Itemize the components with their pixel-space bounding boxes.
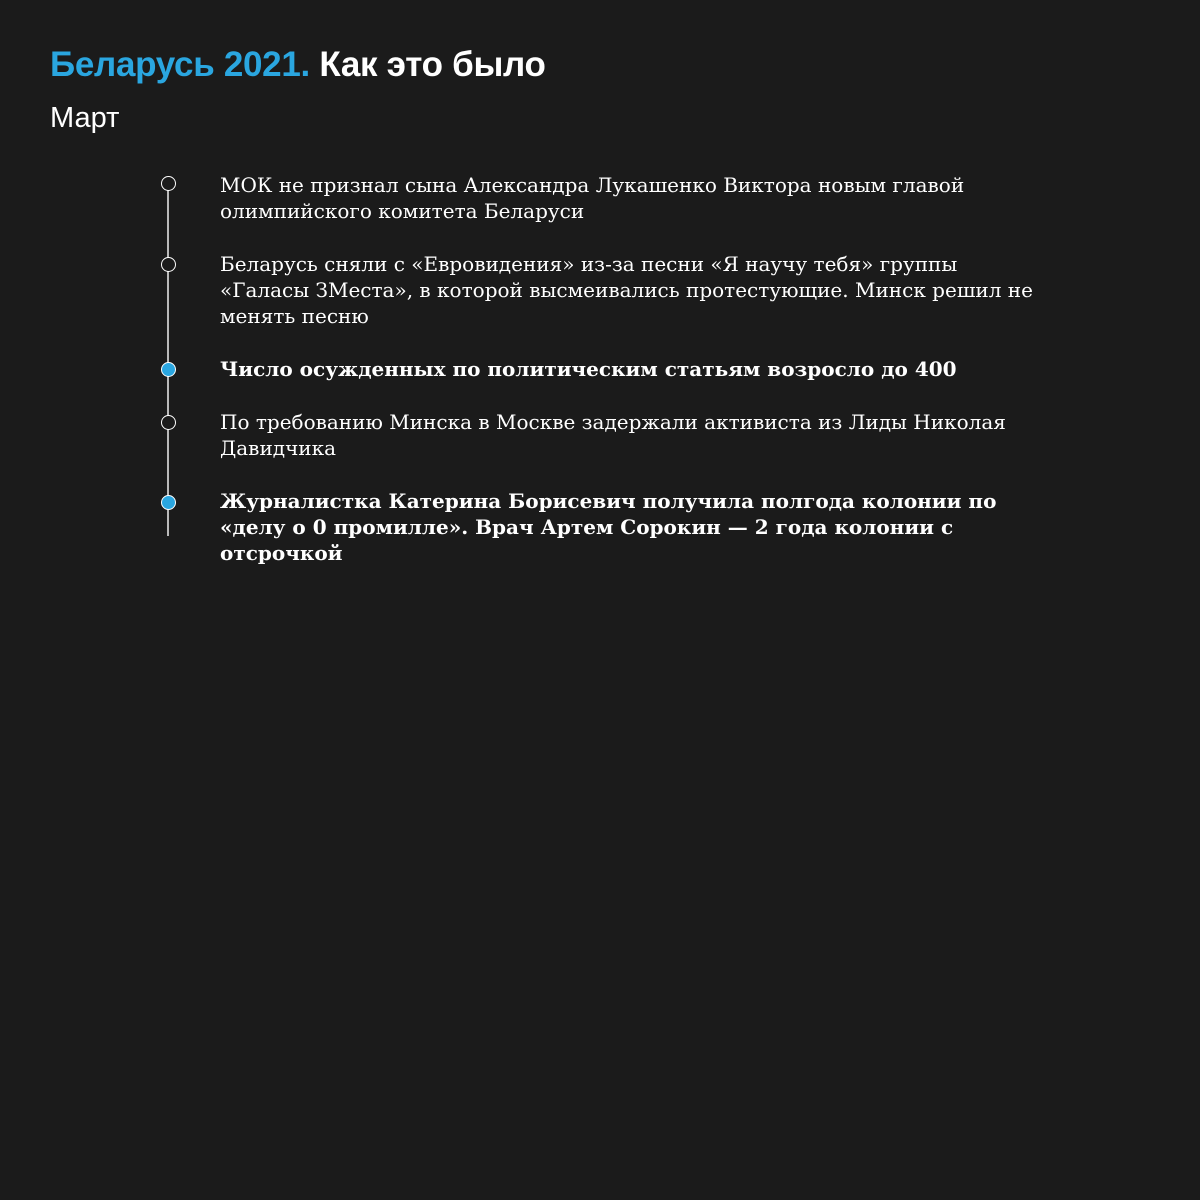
month-label: Март	[50, 102, 120, 134]
title-main: Как это было	[319, 45, 546, 84]
timeline-marker-icon	[161, 176, 176, 191]
timeline-event: МОК не признал сына Александра Лукашенко Виктора новым главой олимпийского комитета Беларуси	[220, 173, 965, 223]
timeline-marker-highlight-icon	[161, 362, 176, 377]
timeline-event-highlight: Журналистка Катерина Борисевич получила полгода колонии по «делу о 0 промилле». Врач Артем Сорокин — 2 года колонии с отсрочкой	[220, 489, 997, 565]
timeline-marker-icon	[161, 257, 176, 272]
timeline-line	[167, 183, 169, 536]
title-year: Беларусь 2021.	[50, 45, 310, 84]
timeline-marker-icon	[161, 415, 176, 430]
timeline-event: Беларусь сняли с «Евровидения» из-за песни «Я научу тебя» группы «Галасы ЗМеста», в которой высмеивались протестующие. Минск решил не менять песню	[220, 252, 1033, 328]
timeline-event-highlight: Число осужденных по политическим статьям возросло до 400	[220, 357, 957, 381]
timeline-marker-highlight-icon	[161, 495, 176, 510]
timeline-event: По требованию Минска в Москве задержали активиста из Лиды Николая Давидчика	[220, 410, 1006, 460]
